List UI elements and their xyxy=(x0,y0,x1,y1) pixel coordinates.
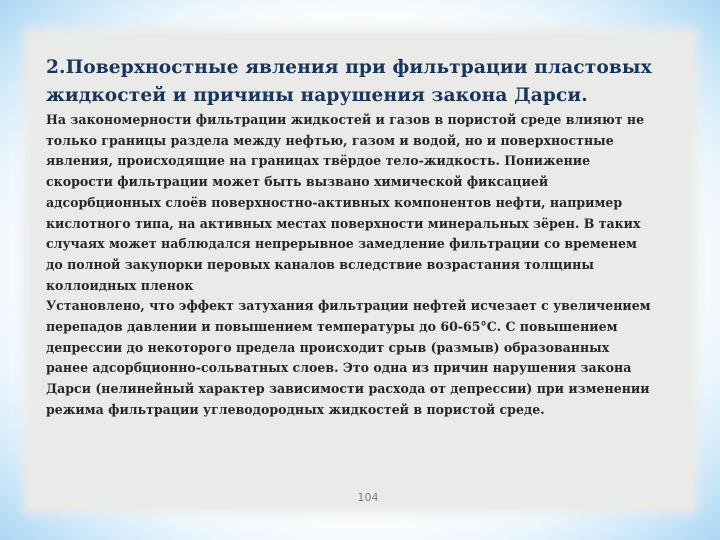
title-line: жидкостей и причины нарушения закона Дарси. xyxy=(46,85,588,106)
body-line: адсорбционных слоёв поверхностно-активных компонентов нефти, например xyxy=(46,194,623,210)
body-line: коллоидных пленок xyxy=(46,277,194,293)
body-line: депрессии до некоторого предела происходит срыв (размыв) образованных xyxy=(46,339,610,355)
title-line: 2.Поверхностные явления при фильтрации пластовых xyxy=(46,57,652,78)
body-line: перепадов давлении и повышением температуры до 60-65°С. С повышением xyxy=(46,319,618,335)
body-line: случаях может наблюдался непрерывное замедление фильтрации со временем xyxy=(46,236,637,252)
body-line: режима фильтрации углеводородных жидкостей в пористой среде. xyxy=(46,401,545,417)
body-line: ранее адсорбционно-сольватных слоев. Это одна из причин нарушения закона xyxy=(46,360,632,376)
body-line: до полной закупорки перовых каналов вследствие возрастания толщины xyxy=(46,256,594,272)
body-line: только границы раздела между нефтью, газом и водой, но и поверхностные xyxy=(46,132,614,148)
page-number: 104 xyxy=(357,491,379,504)
body-line: скорости фильтрации может быть вызвано химической фиксацией xyxy=(46,174,549,190)
body-text xyxy=(46,110,698,421)
body-line: Дарси (нелинейный характер зависимости расхода от депрессии) при изменении xyxy=(46,381,650,397)
body-line: Установлено, что эффект затухания фильтрации нефтей исчезает с увеличением xyxy=(46,298,651,314)
body-line: кислотного типа, на активных местах поверхности минеральных зёрен. В таких xyxy=(46,215,641,231)
body-line: На закономерности фильтрации жидкостей и газов в пористой среде влияют не xyxy=(46,112,645,127)
slide-title xyxy=(46,54,686,110)
body-line: явления, происходящие на границах твёрдое тело-жидкость. Понижение xyxy=(46,153,591,169)
